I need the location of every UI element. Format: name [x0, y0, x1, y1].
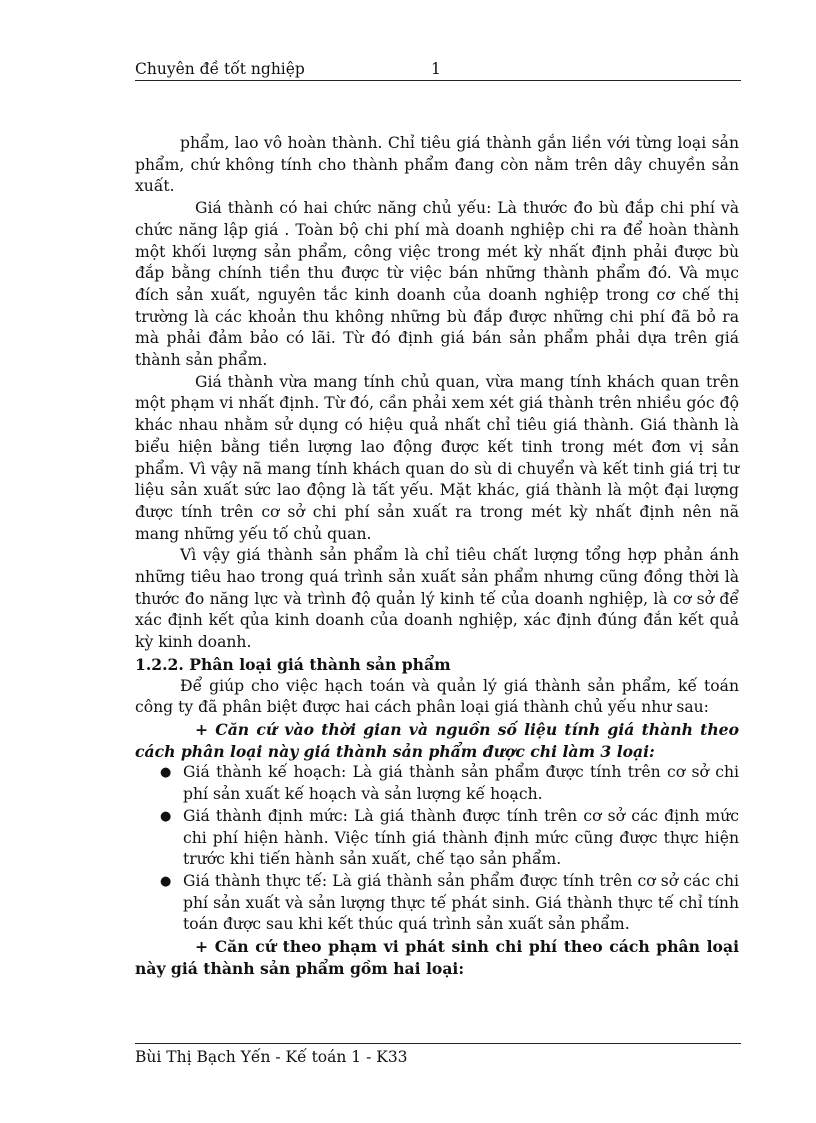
page-footer: Bùi Thị Bạch Yến - Kế toán 1 - K33	[135, 1043, 741, 1066]
list-item	[135, 871, 739, 936]
bullet-list	[135, 762, 739, 936]
bullet-icon: ●	[160, 808, 172, 824]
list-item-text: Giá thành định mức: Là giá thành được tính trên cơ sở các định mức chi phí hiện hành. Việc tính giá thành định mức cũng được thực hiện trước khi tiến hành sản xuất, chế tạo sản phẩm.	[183, 806, 739, 869]
list-item-text: Giá thành kế hoạch: Là giá thành sản phẩm được tính trên cơ sở chi phí sản xuất kế hoạch và sản lượng kế hoạch.	[183, 763, 739, 804]
bullet-icon: ●	[160, 765, 172, 781]
page-number: 1	[431, 60, 441, 78]
page-header	[135, 60, 741, 81]
paragraph-continuation: phẩm, lao vô hoàn thành. Chỉ tiêu giá thành gắn liền với từng loại sản phẩm, chứ không tính cho thành phẩm đang còn nằm trên dây chuyền sản xuất.	[135, 134, 739, 196]
paragraph-functions: Giá thành có hai chức năng chủ yếu: Là thước đo bù đắp chi phí và chức năng lập giá . Toàn bộ chi phí mà doanh nghiệp chi ra để hoàn thành một khối lượng sản phẩm, công việc trong mét kỳ nhất định phải được bù đắp bằng chính tiền thu được từ việc bán những thành phẩm đó. Và mục đích sản xuất, nguyên tắc kinh doanh của doanh nghiệp trong cơ chế thị trường là các khoản thu không những bù đắp được những chi phí đã bỏ ra mà phải đảm bảo có lãi. Từ đó định giá bán sản phẩm phải dựa trên giá thành sản phẩm.	[135, 199, 739, 370]
list-item-text: Giá thành thực tế: Là giá thành sản phẩm được tính trên cơ sở các chi phí sản xuất và sản lượng thực tế phát sinh. Giá thành thực tế chỉ tính toán được sau khi kết thúc quá trình sản xuất sản phẩm.	[183, 871, 739, 934]
paragraph-summary: Vì vậy giá thành sản phẩm là chỉ tiêu chất lượng tổng hợp phản ánh những tiêu hao trong quá trình sản xuất sản phẩm nhưng cũng đồng thời là thước đo năng lực và trình độ quản lý kinh tế của doanh nghiệp, là cơ sở để xác định kết qủa kinh doanh của doanh nghiệp, xác định đúng đắn kết quả kỳ kinh doanh.	[135, 546, 739, 652]
bullet-icon: ●	[160, 873, 172, 889]
section-intro: Để giúp cho việc hạch toán và quản lý giá thành sản phẩm, kế toán công ty đã phân biệt được hai cách phân loại giá thành chủ yếu như sau:	[135, 676, 739, 717]
header-title: Chuyên đề tốt nghiệp	[135, 60, 305, 78]
list-item	[135, 762, 739, 805]
document-body	[135, 133, 739, 979]
criterion-time-source: + Căn cứ vào thời gian và nguồn số liệu tính giá thành theo cách phân loại này giá thành sản phẩm được chi làm 3 loại:	[135, 719, 739, 761]
section-heading: 1.2.2. Phân loại giá thành sản phẩm	[135, 654, 451, 674]
paragraph-subjective-objective: Giá thành vừa mang tính chủ quan, vừa mang tính khách quan trên một phạm vi nhất định. Từ đó, cần phải xem xét giá thành trên nhiều góc độ khác nhau nhằm sử dụng có hiệu quả nhất chỉ tiêu giá thành. Giá thành là biểu hiện bằng tiền lượng lao động được kết tinh trong mét đơn vị sản phẩm. Vì vậy nã mang tính khách quan do sù di chuyển và kết tinh giá trị tư liệu sản xuất sức lao động là tất yếu. Mặt khác, giá thành là một đại lượng được tính trên cơ sở chi phí sản xuất ra trong mét kỳ nhất định nên nã mang những yếu tố chủ quan.	[135, 372, 739, 543]
list-item	[135, 806, 739, 871]
criterion-cost-scope: + Căn cứ theo phạm vi phát sinh chi phí theo cách phân loại này giá thành sản phẩm gồm hai loại:	[135, 937, 739, 978]
